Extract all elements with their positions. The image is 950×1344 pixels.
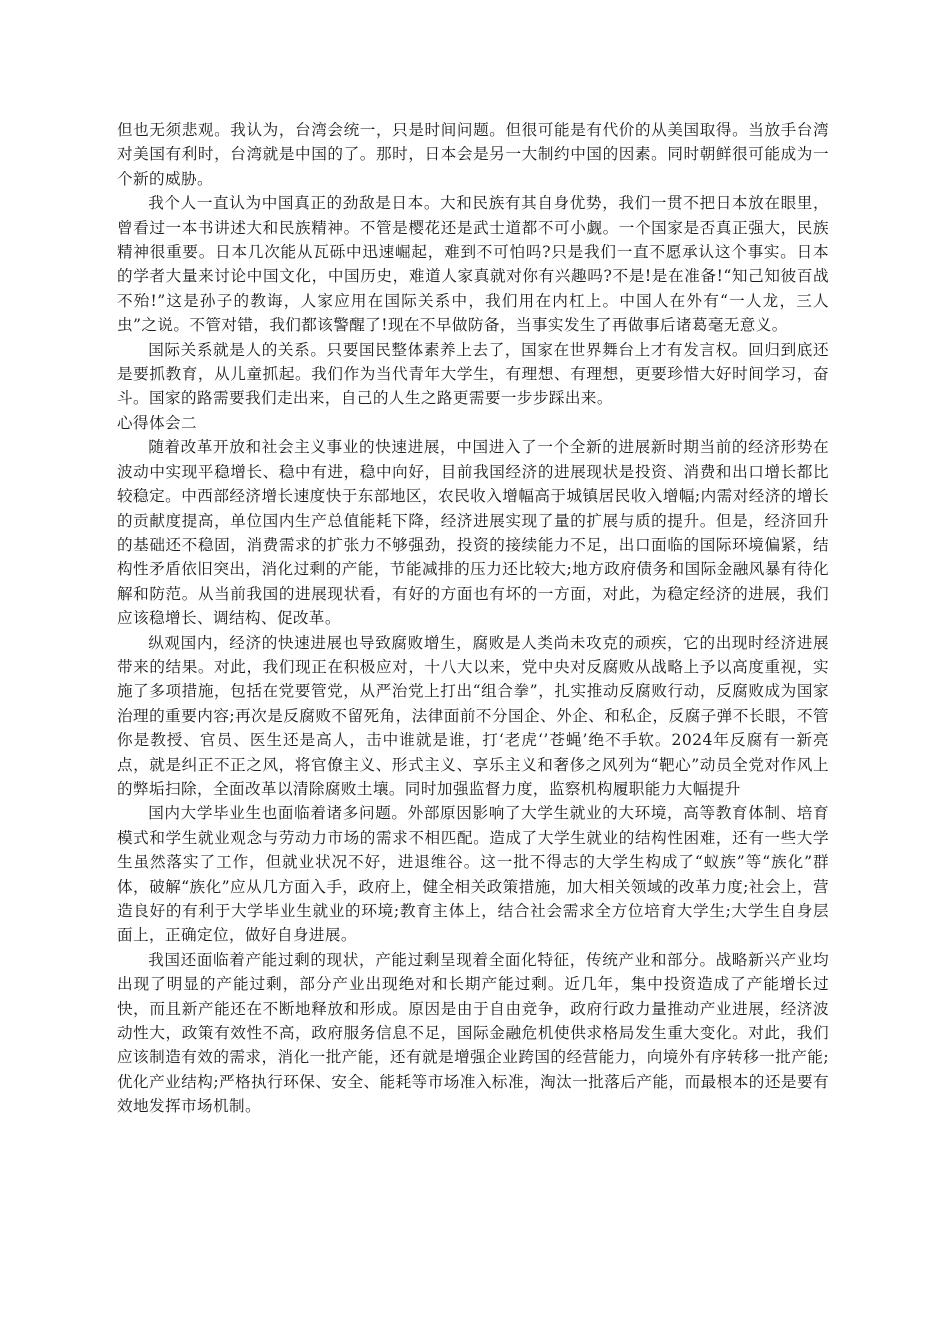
- paragraph-economy: 随着改革开放和社会主义事业的快速进展，中国进入了一个全新的进展新时期当前的经济形势在波动中实现平稳增长、稳中有进，稳中向好，目前我国经济的进展现状是投资、消费和出口增长都比较稳定。中西部经济增长速度快于东部地区，农民收入增幅高于城镇居民收入增幅;内需对经济的增长的贡献度提高，单位国内生产总值能耗下降，经济进展实现了量的扩展与质的提升。但是，经济回升的基础还不稳固，消费需求的扩张力不够强劲，投资的接续能力不足，出口面临的国际环境偏紧，结构性矛盾依旧突出，消化过剩的产能，节能减排的压力还比较大;地方政府债务和国际金融风暴有待化解和防范。从当前我国的进展现状看，有好的方面也有坏的一方面，对此，为稳定经济的进展，我们应该稳增长、调结构、促改革。: [117, 438, 829, 628]
- document-page: [117, 118, 829, 1119]
- paragraph-international-relations: 国际关系就是人的关系。只要国民整体素养上去了，国家在世界舞台上才有发言权。回归到底还是要抓教育，从儿童抓起。我们作为当代青年大学生，有理想、有理想，更要珍惜大好时间学习，奋斗。国家的路需要我们走出来，自己的人生之路更需要一步步踩出来。: [117, 340, 829, 408]
- paragraph-graduate-employment: 国内大学毕业生也面临着诸多问题。外部原因影响了大学生就业的大环境，高等教育体制、培育模式和学生就业观念与劳动力市场的需求不相匹配。造成了大学生就业的结构性困难，还有一些大学生虽然落实了工作，但就业状况不好，进退维谷。这一批不得志的大学生构成了“蚁族”等“族化”群体，破解“族化”应从几方面入手，政府上，健全相关政策措施，加大相关领域的改革力度;社会上，营造良好的有利于大学毕业生就业的环境;教育主体上，结合社会需求全方位培育大学生;大学生自身层面上，正确定位，做好自身进展。: [117, 804, 829, 945]
- paragraph-taiwan: 但也无须悲观。我认为，台湾会统一，只是时间问题。但很可能是有代价的从美国取得。当放手台湾对美国有利时，台湾就是中国的了。那时，日本会是另一大制约中国的因素。同时朝鲜很可能成为一个新的威胁。: [117, 121, 829, 188]
- paragraph-overcapacity: 我国还面临着产能过剩的现状，产能过剩呈现着全面化特征，传统产业和部分。战略新兴产业均出现了明显的产能过剩，部分产业出现绝对和长期产能过剩。近几年，集中投资造成了产能增长过快，而且新产能还在不断地释放和形成。原因是由于自由竞争，政府行政力量推动产业进展，经济波动性大，政策有效性不高，政府服务信息不足，国际金融危机使供求格局发生重大变化。对此，我们应该制造有效的需求，消化一批产能，还有就是增强企业跨国的经营能力，向境外有序转移一批产能;优化产业结构;严格执行环保、安全、能耗等市场准入标准，淘汰一批落后产能，而最根本的还是要有效地发挥市场机制。: [117, 950, 829, 1116]
- paragraph-anti-corruption: 纵观国内，经济的快速进展也导致腐败增生，腐败是人类尚未攻克的顽疾，它的出现时经济进展带来的结果。对此，我们现正在积极应对，十八大以来，党中央对反腐败从战略上予以高度重视，实施了多项措施，包括在党要管党，从严治党上打出“组合拳”，扎实推动反腐败行动，反腐败成为国家治理的重要内容;再次是反腐败不留死角，法律面前不分国企、外企、和私企，反腐子弹不长眼，不管你是教授、官员、医生还是高人，击中谁就是谁，打‘老虎‘’苍蝇’绝不手软。2024年反腐有一新亮点，就是纠正不正之风，将官僚主义、形式主义、享乐主义和奢侈之风列为“靶心”动员全党对作风上的弊垢扫除，全面改革以清除腐败土壤。同时加强监督力度，监察机构履职能力大幅提升: [117, 633, 829, 798]
- section-heading: 心得体会二: [117, 413, 197, 432]
- paragraph-japan: 我个人一直认为中国真正的劲敌是日本。大和民族有其自身优势，我们一贯不把日本放在眼里，曾看过一本书讲述大和民族精神。不管是樱花还是武士道都不可小觑。一个国家是否真正强大，民族精神很重要。日本几次能从瓦砾中迅速崛起，难到不可怕吗?只是我们一直不愿承认这个事实。日本的学者大量来讨论中国文化，中国历史，难道人家真就对你有兴趣吗?不是!是在准备!“知己知彼百战不殆!”这是孙子的教诲，人家应用在国际关系中，我们用在内杠上。中国人在外有“一人龙，三人虫”之说。不管对错，我们都该警醒了!现在不早做防备，当事实发生了再做事后诸葛毫无意义。: [117, 194, 829, 335]
